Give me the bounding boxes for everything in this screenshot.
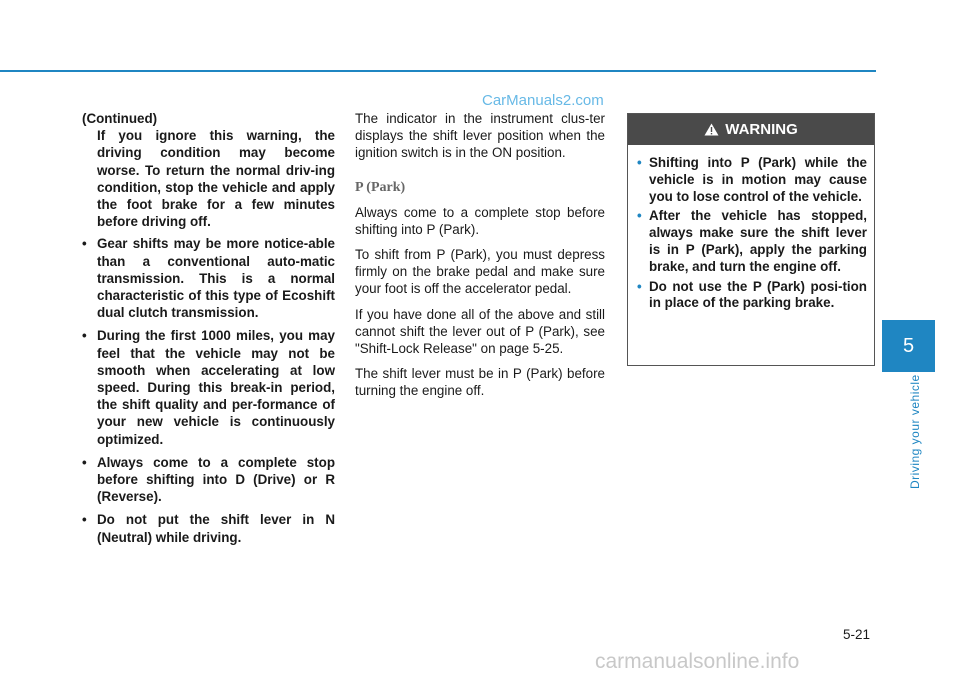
bullet-glyph: • [82, 512, 87, 528]
warning-title: WARNING [725, 121, 798, 138]
warning-triangle-icon [704, 123, 719, 136]
warning-list [628, 155, 874, 312]
list-item [82, 327, 335, 447]
watermark-bottom: carmanualsonline.info [595, 650, 800, 673]
left-intro-paragraph: If you ignore this warning, the driving condition may become worse. To return the normal driv-ing condition, stop the vehicle and apply the foot brake for a few minutes before driving off. [97, 128, 335, 230]
list-item-text: Gear shifts may be more notice-able than a conventional auto-matic transmission. This is a normal characteristic of this type of Ecoshift dual clutch transmission. [97, 236, 335, 321]
list-item-text: Do not put the shift lever in N (Neutral) while driving. [97, 512, 335, 545]
list-item-text: Always come to a complete stop before shifting into D (Drive) or R (Reverse). [97, 454, 335, 505]
chapter-tab [882, 320, 935, 372]
bullet-glyph: • [82, 236, 87, 252]
top-rule [0, 70, 876, 72]
bullet-glyph: • [637, 278, 642, 294]
chapter-title: Driving your vehicle [908, 374, 922, 489]
warning-header [628, 114, 874, 145]
park-paragraph: The shift lever must be in P (Park) before turning the engine off. [355, 366, 605, 399]
page-number: 5-21 [843, 627, 871, 642]
warning-box [627, 113, 875, 366]
watermark-top: CarManuals2.com [482, 92, 604, 109]
chapter-number: 5 [902, 334, 915, 357]
bullet-glyph: • [637, 208, 642, 224]
bullet-glyph: • [82, 328, 87, 344]
bullet-glyph: • [637, 155, 642, 170]
list-item [637, 279, 867, 313]
list-item [637, 208, 867, 275]
list-item [637, 155, 867, 205]
list-item-text: Shifting into P (Park) while the vehicle is in motion may cause you to lose control of the vehicle. [649, 155, 867, 204]
list-item [82, 235, 335, 321]
list-item-text: After the vehicle has stopped, always make sure the shift lever is in P (Park), apply the parking brake, and turn the engine off. [649, 208, 867, 274]
bullet-glyph: • [82, 454, 87, 470]
list-item-text: During the first 1000 miles, you may feel that the vehicle may not be smooth when accelerating at low speed. During this break-in period, the shift quality and per-formance of your new vehicle is continuously optimized. [97, 328, 335, 447]
middle-column [355, 110, 605, 408]
list-item-text: Do not use the P (Park) posi-tion in place of the parking brake. [649, 278, 867, 311]
park-paragraph: Always come to a complete stop before shifting into P (Park). [355, 204, 605, 237]
list-item [82, 454, 335, 506]
park-paragraph: If you have done all of the above and still cannot shift the lever out of P (Park), see "Shift-Lock Release" on page 5-25. [355, 306, 605, 357]
list-item [82, 511, 335, 545]
indicator-paragraph: The indicator in the instrument clus-ter displays the shift lever position when the ignition switch is in the ON position. [355, 111, 605, 161]
park-heading: P (Park) [355, 179, 406, 195]
left-column [82, 110, 335, 552]
park-paragraph: To shift from P (Park), you must depress firmly on the brake pedal and make sure your foot is off the accelerator pedal. [355, 247, 605, 297]
continued-label: (Continued) [82, 111, 158, 126]
left-bullet-list [82, 235, 335, 545]
